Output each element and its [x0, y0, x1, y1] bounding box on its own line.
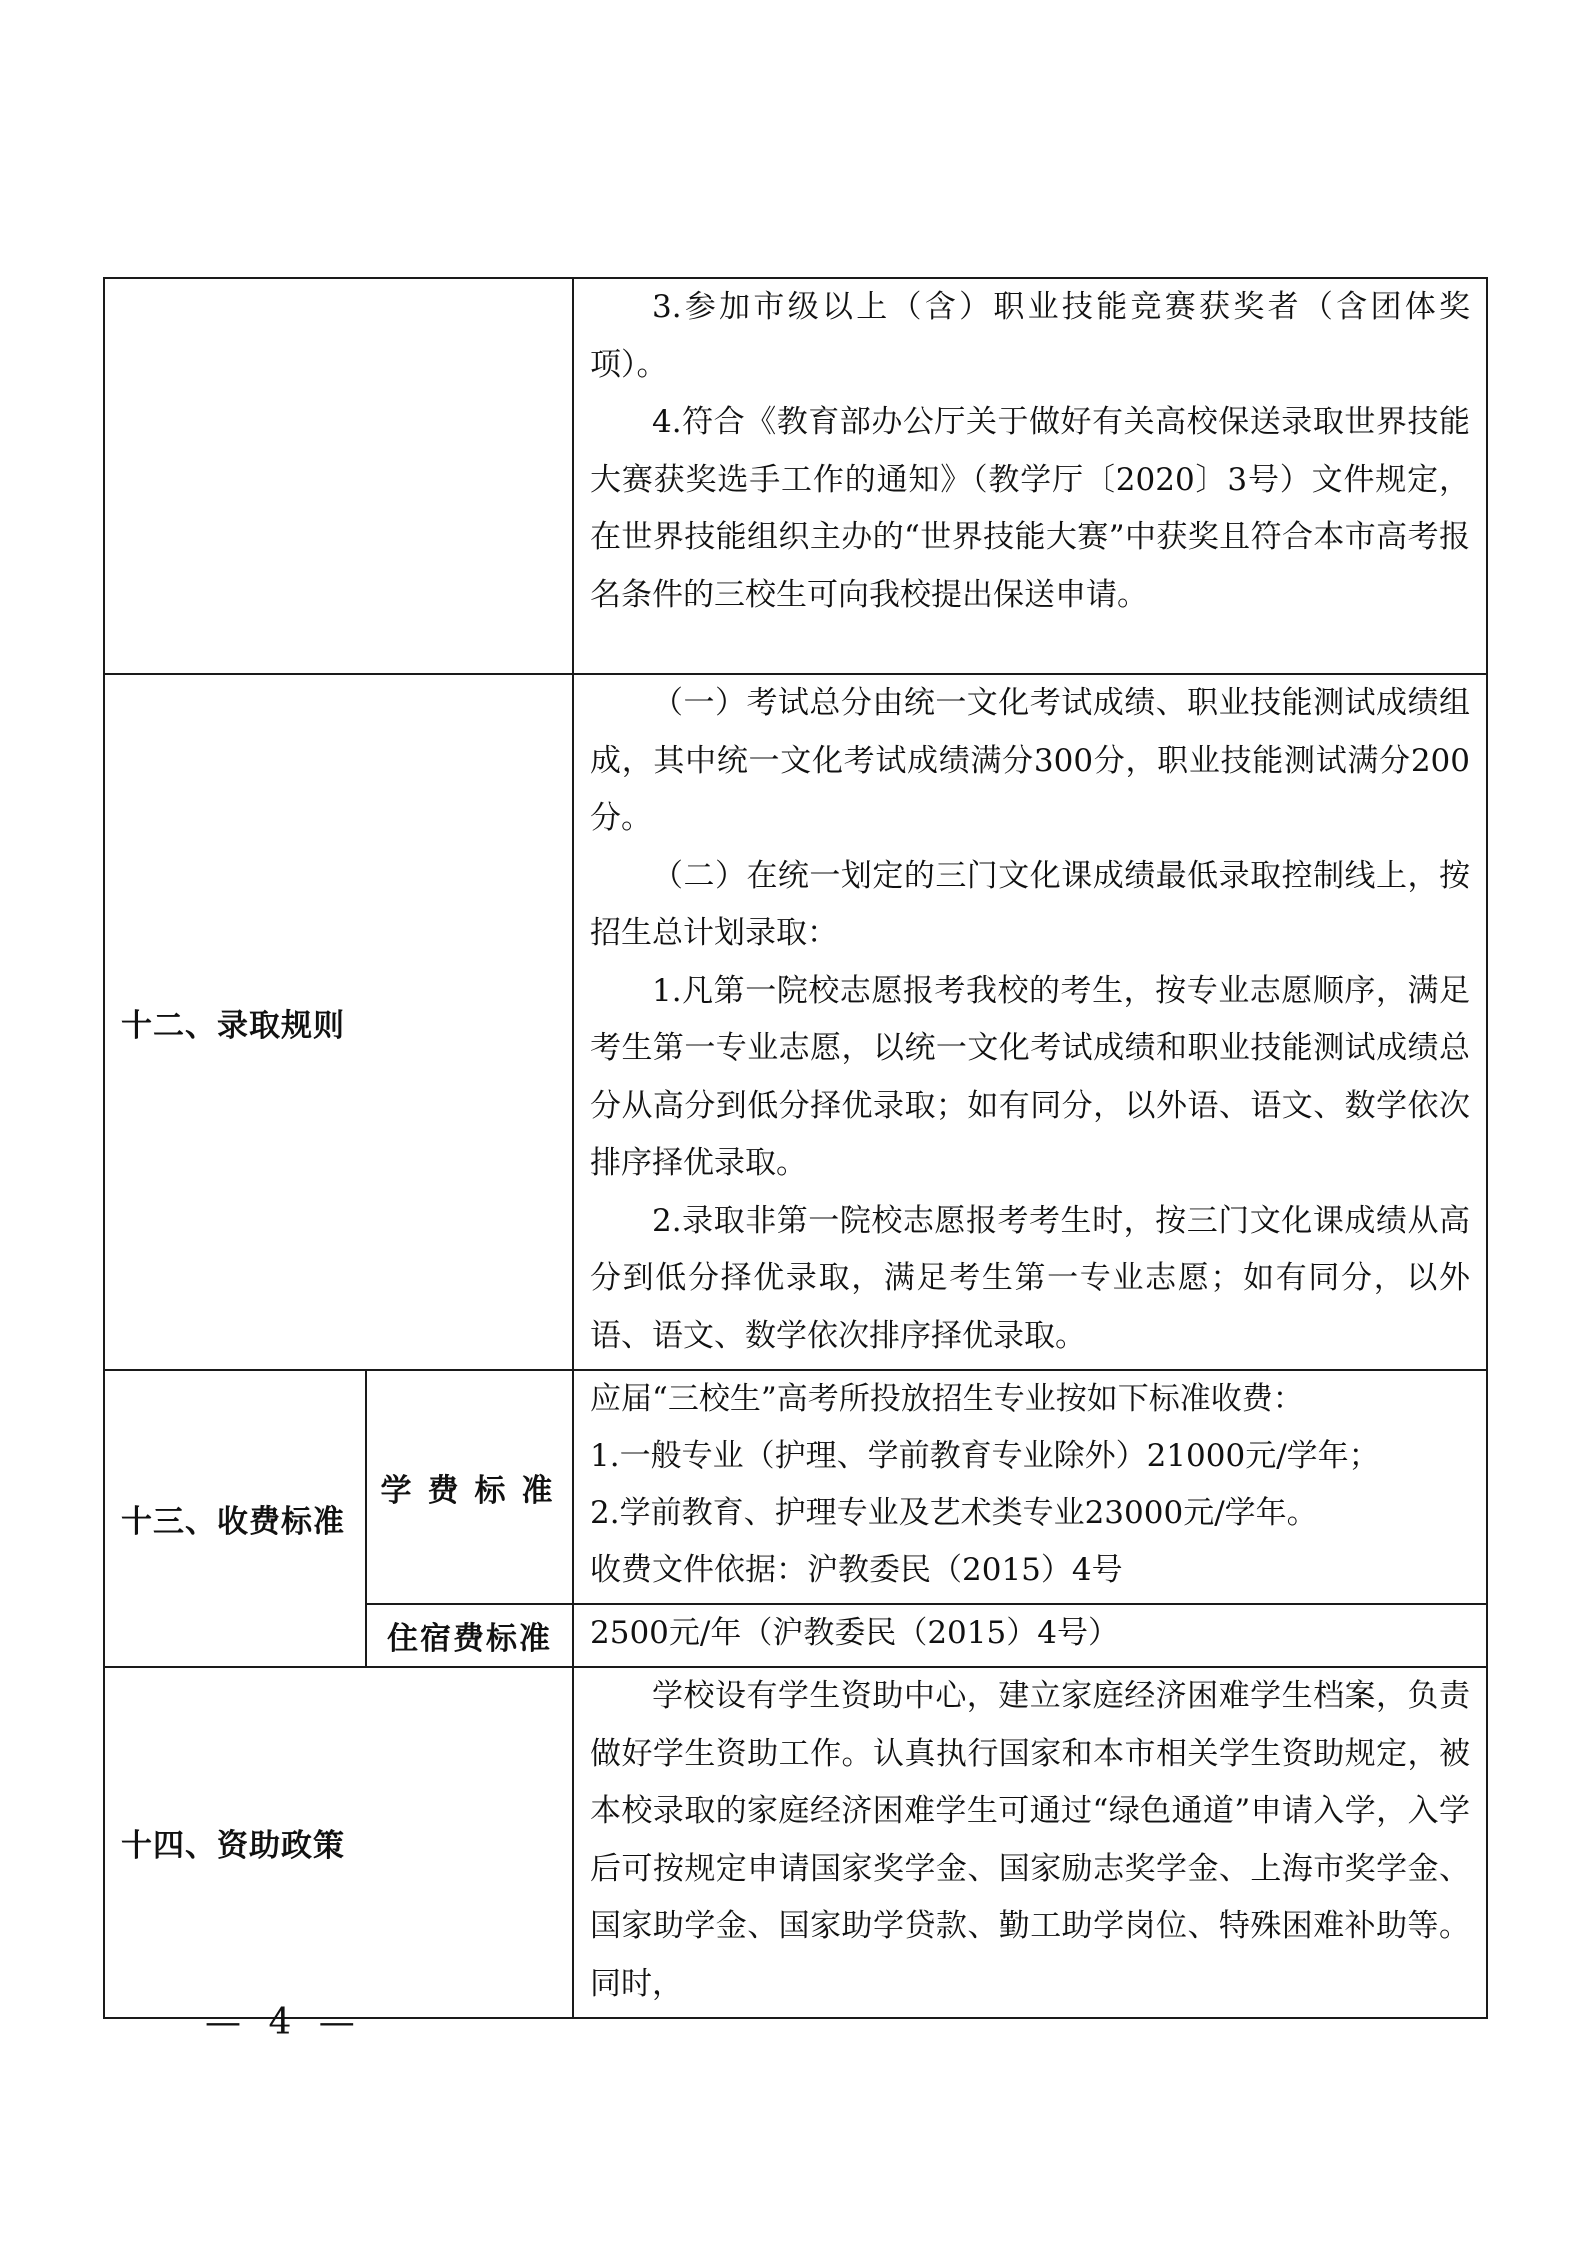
- section-label-aid: 十四、资助政策: [104, 1667, 573, 2018]
- table-row-aid: [104, 1667, 1487, 2018]
- paragraph: 学校设有学生资助中心，建立家庭经济困难学生档案，负责做好学生资助工作。认真执行国家和本市相关学生资助规定，被本校录取的家庭经济困难学生可通过“绿色通道”申请入学，入学后可按规定申请国家奖学金、国家励志奖学金、上海市奖学金、国家助学金、国家助学贷款、勤工助学岗位、特殊困难补助等。同时，: [590, 1678, 1470, 2002]
- sub-label-accommodation: 住宿费标准: [366, 1604, 573, 1667]
- page-number: — 4 —: [205, 2002, 363, 2043]
- fee-line: 应届“三校生”高考所投放招生专业按如下标准收费：: [590, 1381, 1304, 1417]
- table-row-tuition: [104, 1370, 1487, 1604]
- fee-line: 2.学前教育、护理专业及艺术类专业23000元/学年。: [590, 1495, 1318, 1531]
- fee-line: 1.一般专业（护理、学前教育专业除外）21000元/学年；: [590, 1438, 1380, 1474]
- section-label-admission: 十二、录取规则: [104, 674, 573, 1370]
- section-label-fees: 十三、收费标准: [104, 1370, 366, 1667]
- paragraph: （一）考试总分由统一文化考试成绩、职业技能测试成绩组成，其中统一文化考试成绩满分300分，职业技能测试满分200分。: [590, 685, 1470, 836]
- row-content-continued: [573, 278, 1487, 674]
- paragraph: 4.符合《教育部办公厅关于做好有关高校保送录取世界技能大赛获奖选手工作的通知》（教学厅〔2020〕3号）文件规定，在世界技能组织主办的“世界技能大赛”中获奖且符合本市高考报名条件的三校生可向我校提出保送申请。: [590, 404, 1470, 613]
- row-content-aid: [573, 1667, 1487, 2018]
- row-label-empty: [104, 278, 573, 674]
- paragraph: 2.录取非第一院校志愿报考考生时，按三门文化课成绩从高分到低分择优录取，满足考生第一专业志愿；如有同分，以外语、语文、数学依次排序择优录取。: [590, 1202, 1470, 1354]
- paragraph: 1.凡第一院校志愿报考我校的考生，按专业志愿顺序，满足考生第一专业志愿，以统一文化考试成绩和职业技能测试成绩总分从高分到低分择优录取；如有同分，以外语、语文、数学依次排序择优录取。: [590, 972, 1470, 1181]
- fee-line: 收费文件依据：沪教委民（2015）4号: [590, 1552, 1123, 1588]
- table-row-continued: [104, 278, 1487, 674]
- row-content-admission: [573, 674, 1487, 1370]
- accommodation-fee-value: 2500元/年（沪教委民（2015）4号）: [590, 1615, 1119, 1651]
- paragraph: （二）在统一划定的三门文化课成绩最低录取控制线上，按招生总计划录取：: [590, 857, 1470, 951]
- sub-label-tuition: 学费标准: [366, 1370, 573, 1604]
- row-content-accommodation: [573, 1604, 1487, 1667]
- row-content-tuition: [573, 1370, 1487, 1604]
- document-table: [103, 277, 1488, 2019]
- paragraph: 3.参加市级以上（含）职业技能竞赛获奖者（含团体奖项）。: [590, 289, 1470, 383]
- table-row-admission: [104, 674, 1487, 1370]
